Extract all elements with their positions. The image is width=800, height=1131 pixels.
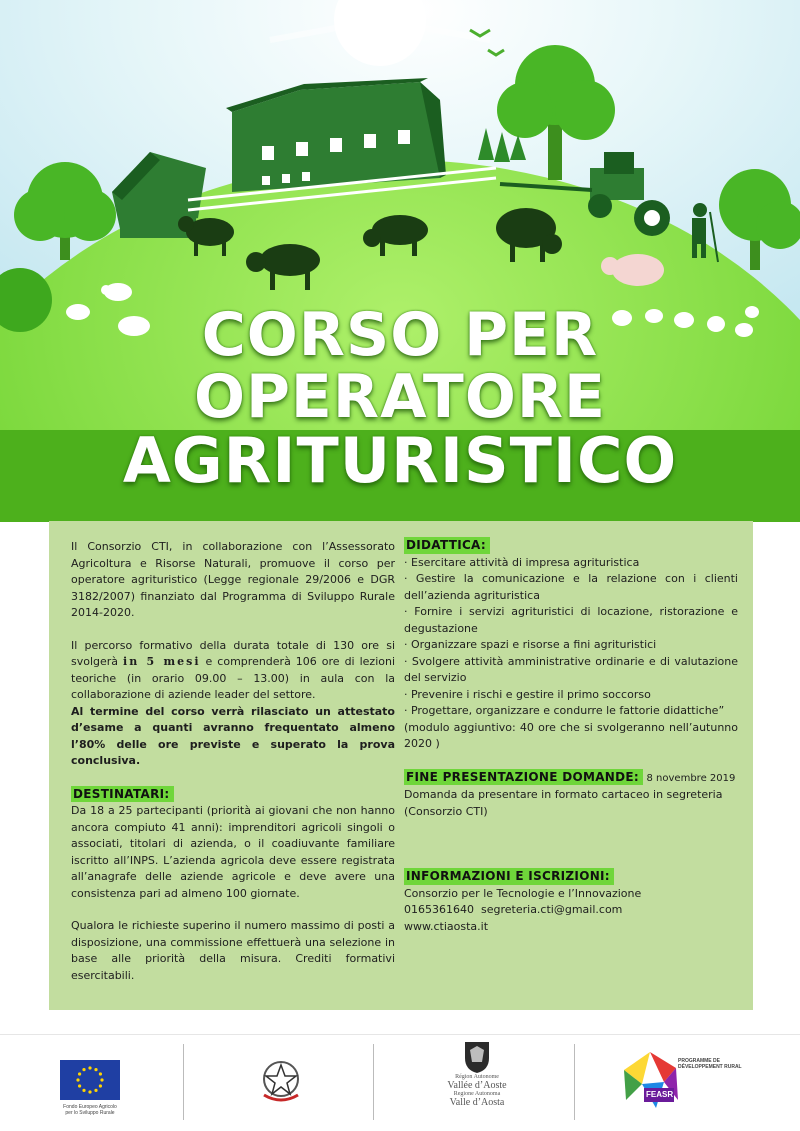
eu-logo (60, 1060, 120, 1116)
intro-paragraph: Il Consorzio CTI, in collaborazione con l’Assessorato Agricoltura e Risorse Naturali, promuove il corso per operatore agrituristico (Legge regionale 29/2006 e DGR 3182/2007) finanziato dal Programma di Sviluppo Rurale 2014-2020. (71, 540, 395, 619)
percorso-text-b: e comprenderà 106 ore di lezioni teoriche (in orario 09.00 – 13.00) in aula con la collaborazione di aziende leader del settore. (71, 655, 396, 701)
psr-title: PROGRAMME DE DÉVELOPPEMENT RURAL (678, 1058, 742, 1070)
fine-text: Domanda da presentare in formato cartaceo in segreteria (Consorzio CTI) (404, 788, 723, 818)
region-line3: Regione Autonoma (453, 1091, 501, 1097)
left-column (71, 539, 395, 984)
title-line-1: CORSO PER (201, 300, 599, 370)
destinatari-paragraph: Da 18 a 25 partecipanti (priorità ai giovani che non hanno ancora compiuto 41 anni): imprenditori agricoli singoli o associati, titolari di azienda, o il coadiuvante familiare iscritto all’INPS. L’azienda agricola deve essere registrata all’anagrafe delle aziende agricole e deve avere una consistenza pari ad almeno 100 giornate. (71, 804, 395, 900)
list-item: · Esercitare attività di impresa agrituristica (404, 555, 640, 569)
info-heading: INFORMAZIONI E ISCRIZIONI: (404, 868, 614, 885)
info-email[interactable]: segreteria.cti@gmail.com (481, 903, 623, 916)
info-org: Consorzio per le Tecnologie e l’Innovazione (404, 886, 642, 900)
region-line1: Région Autonome (455, 1074, 499, 1080)
psr-emblem-icon (620, 1048, 680, 1112)
footer-divider (183, 1044, 184, 1120)
region-line4: Valle d’Aosta (449, 1097, 505, 1108)
title-line-2: OPERATORE (193, 362, 607, 432)
didattica-list (404, 555, 738, 720)
percorso-paragraph (71, 638, 395, 704)
region-shield-icon (462, 1040, 492, 1074)
list-item: · Gestire la comunicazione e la relazione con i clienti dell’azienda agrituristica (404, 572, 738, 602)
region-line2: Vallée d’Aoste (447, 1080, 507, 1091)
content-panel (49, 521, 753, 1010)
republic-star-icon (258, 1055, 304, 1107)
info-web[interactable]: www.ctiaosta.it (404, 919, 489, 933)
italian-republic-emblem (258, 1055, 304, 1111)
info-phone[interactable]: 0165361640 (404, 903, 474, 916)
footer-divider (373, 1044, 374, 1120)
psr-letters: FEASR (646, 1090, 674, 1099)
didattica-heading: DIDATTICA: (404, 537, 490, 554)
fine-paragraph (404, 769, 738, 821)
list-item: · Progettare, organizzare e condurre le fattorie didattiche” (404, 704, 725, 717)
fine-date: 8 novembre 2019 (646, 772, 736, 784)
fine-heading: FINE PRESENTAZIONE DOMANDE: (404, 769, 643, 786)
percorso-mesi: in 5 mesi (123, 655, 201, 668)
list-item: · Fornire i servizi agrituristici di locazione, ristorazione e degustazione (404, 605, 738, 635)
percorso-text-a: Il percorso formativo della durata totale di 130 ore si svolgerà (71, 638, 395, 668)
selezione-paragraph: Qualora le richieste superino il numero massimo di posti a disposizione, una commissione effettuerà una selezione in base alle priorità della misura. Crediti formativi esercitabili. (71, 919, 395, 982)
list-item: · Organizzare spazi e risorse a fini agrituristici (404, 638, 657, 651)
eu-caption: Fondo Europeo Agricolo per lo Sviluppo Rurale (63, 1104, 117, 1116)
title-line-3: AGRITURISTICO (122, 424, 678, 497)
region-logo (444, 1040, 510, 1108)
list-item: · Svolgere attività amministrative ordinarie e di valutazione del servizio (404, 654, 738, 684)
footer-divider (574, 1044, 575, 1120)
modulo-note: (modulo aggiuntivo: 40 ore che si svolgeranno nell’autunno 2020 ) (404, 720, 738, 750)
eu-flag-icon (60, 1060, 120, 1100)
attestato-paragraph: Al termine del corso verrà rilasciato un attestato d’esame a quanti avranno frequentato almeno l’80% delle ore previste e superato la prova conclusiva. (71, 704, 395, 767)
destinatari-heading: DESTINATARI: (71, 786, 174, 803)
info-contacts (404, 902, 738, 919)
psr-logo (620, 1048, 760, 1118)
list-item: · Prevenire i rischi e gestire il primo soccorso (404, 687, 651, 701)
right-column (404, 537, 738, 935)
